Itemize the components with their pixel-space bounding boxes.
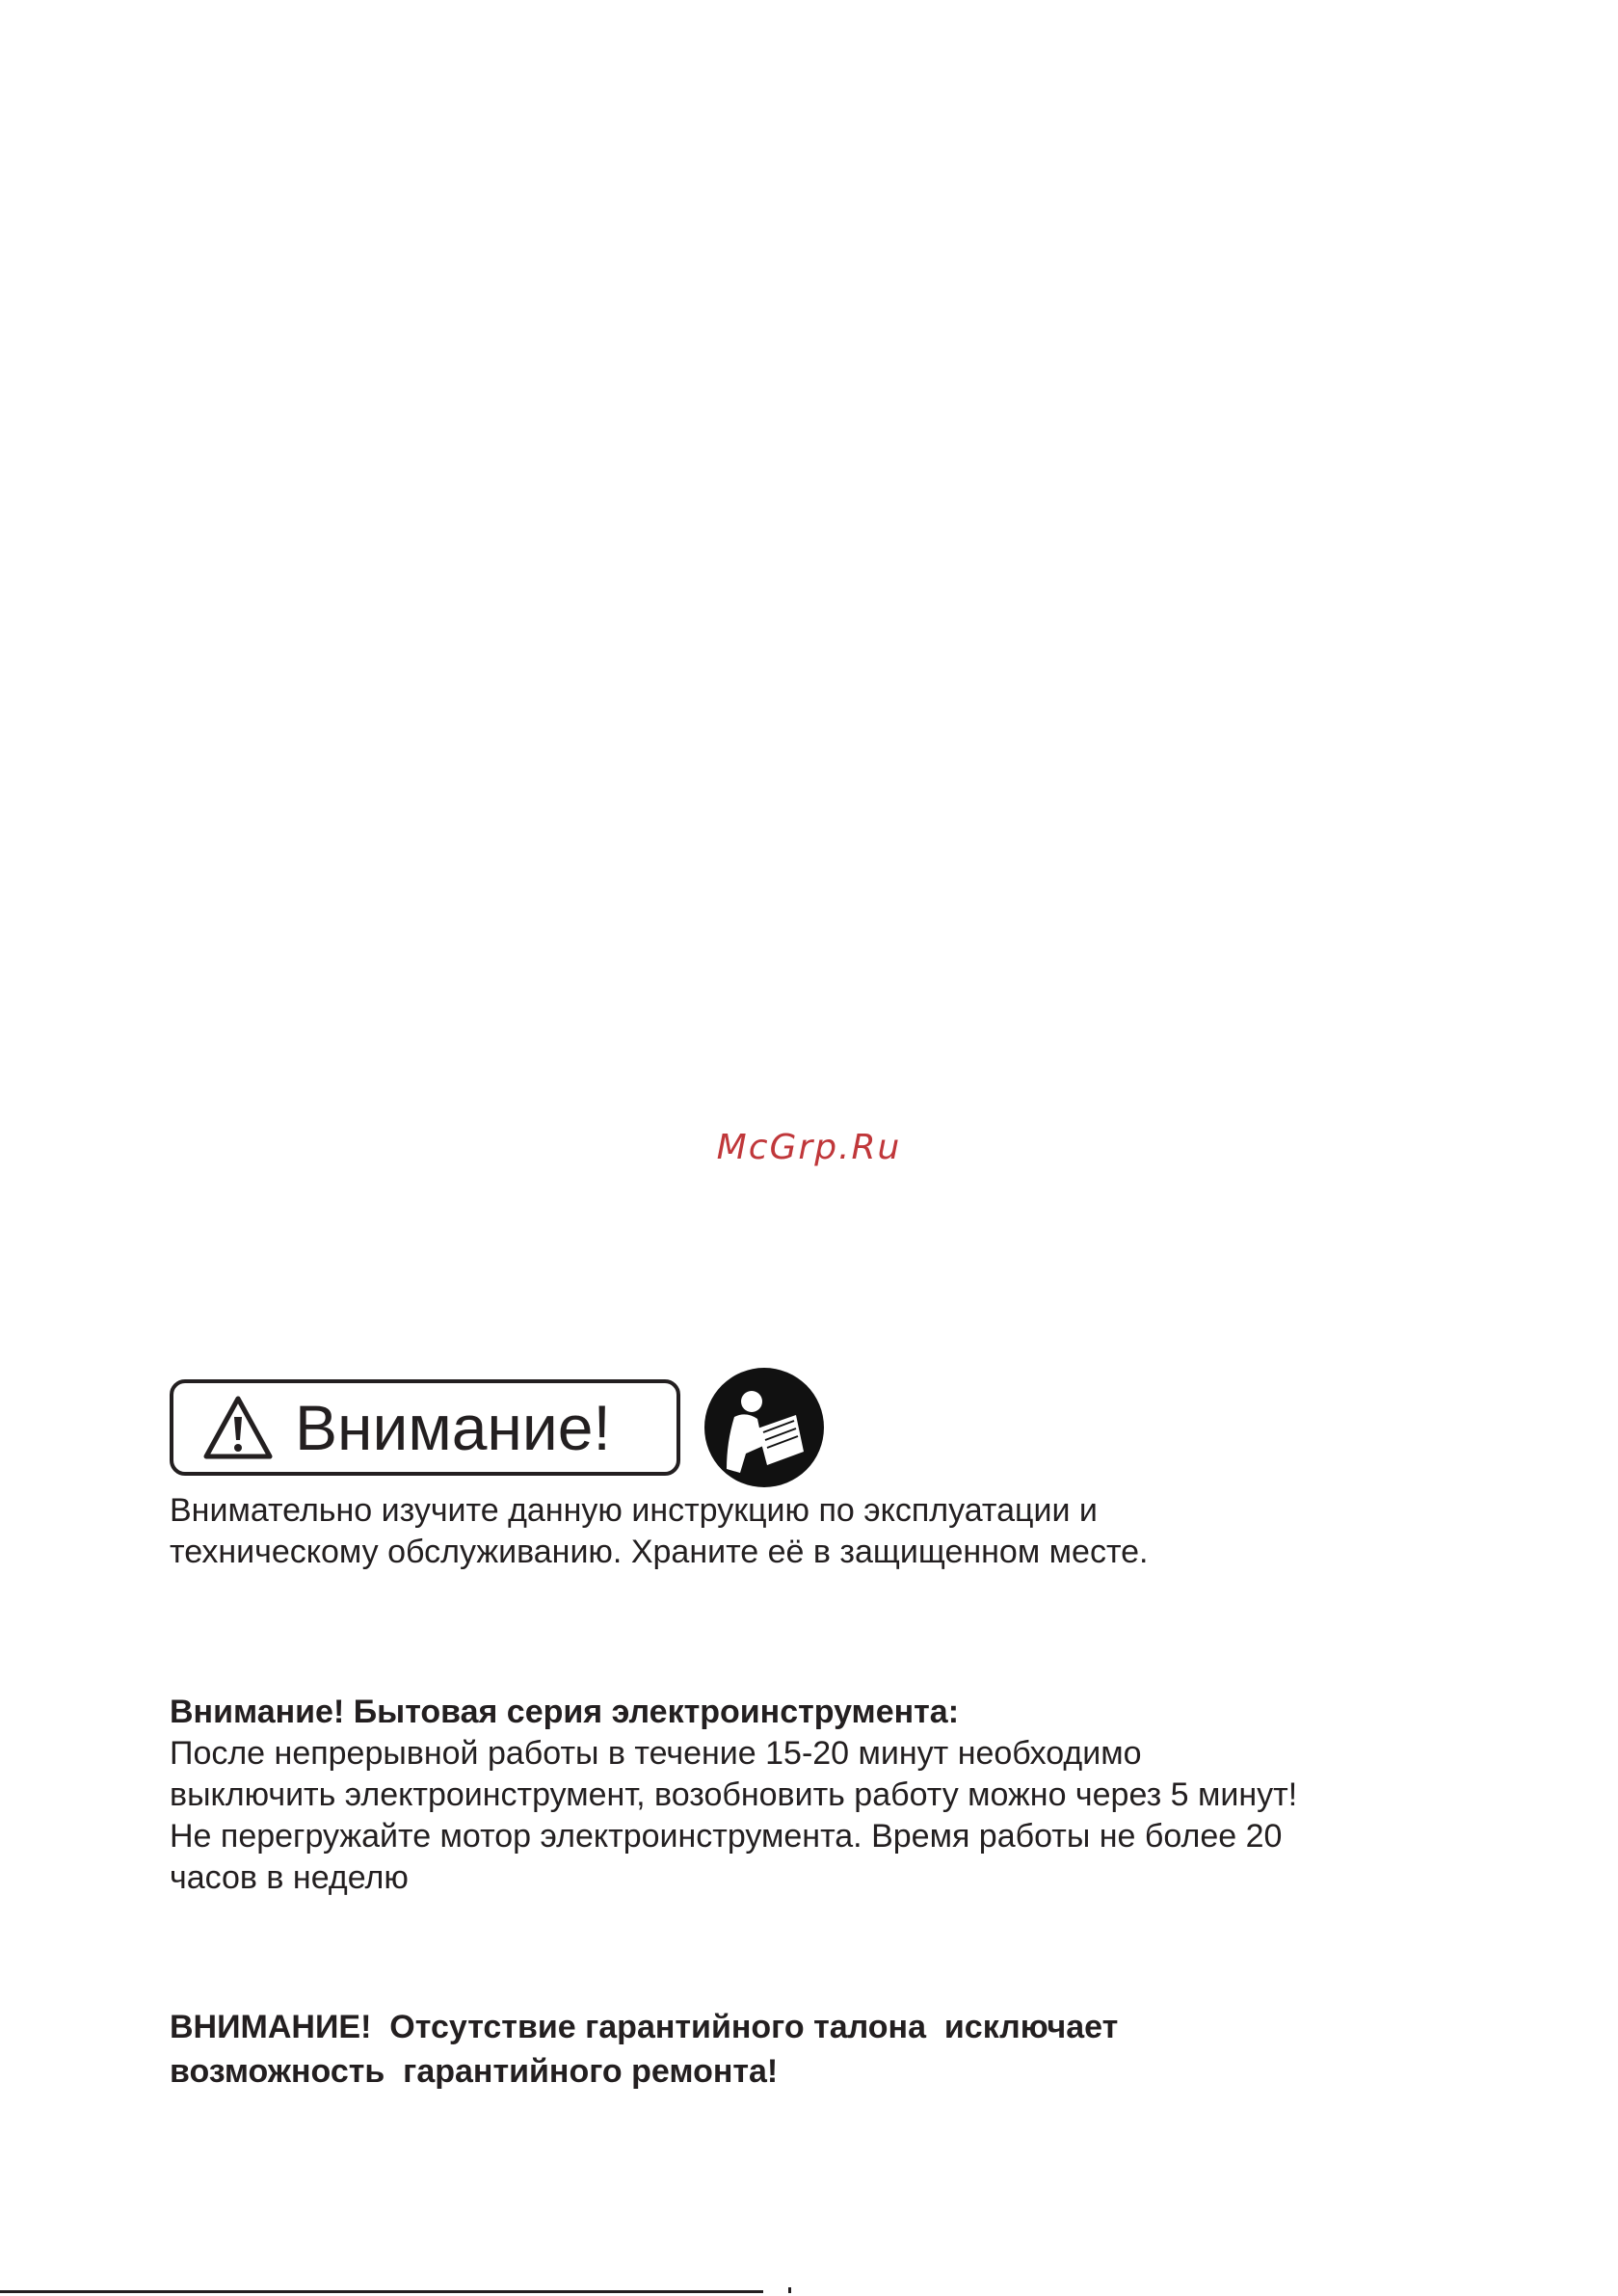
household-line-3: Не перегружайте мотор электроинструмента. Время работы не более 20 [170,1818,1283,1855]
warning-triangle-icon [202,1394,274,1461]
instruction-line-1: Внимательно изучите данную инструкцию по эксплуатации и [170,1492,1098,1529]
attention-box [170,1379,680,1476]
warranty-line-1: ВНИМАНИЕ! Отсутствие гарантийного талона исключает [170,2009,1119,2045]
household-line-4: часов в неделю [170,1859,409,1896]
instruction-line-2: техническому обслуживанию. Храните её в защищенном месте. [170,1534,1149,1570]
household-series-paragraph [170,1733,1426,1899]
household-line-1: После непрерывной работы в течение 15-20 минут необходимо [170,1735,1142,1772]
warranty-notice [170,2005,1442,2094]
household-series-heading: Внимание! Бытовая серия электроинструмента: [170,1694,960,1730]
read-manual-icon [702,1365,827,1490]
attention-title: Внимание! [295,1392,611,1463]
watermark: McGrp.Ru [716,1128,902,1167]
bottom-rule [0,2290,763,2293]
household-line-2: выключить электроинструмент, возобновить работу можно через 5 минут! [170,1776,1298,1813]
warranty-line-2: возможность гарантийного ремонта! [170,2053,779,2090]
bottom-tick [788,2287,791,2293]
instruction-paragraph [170,1490,1426,1573]
attention-banner [170,1365,827,1490]
